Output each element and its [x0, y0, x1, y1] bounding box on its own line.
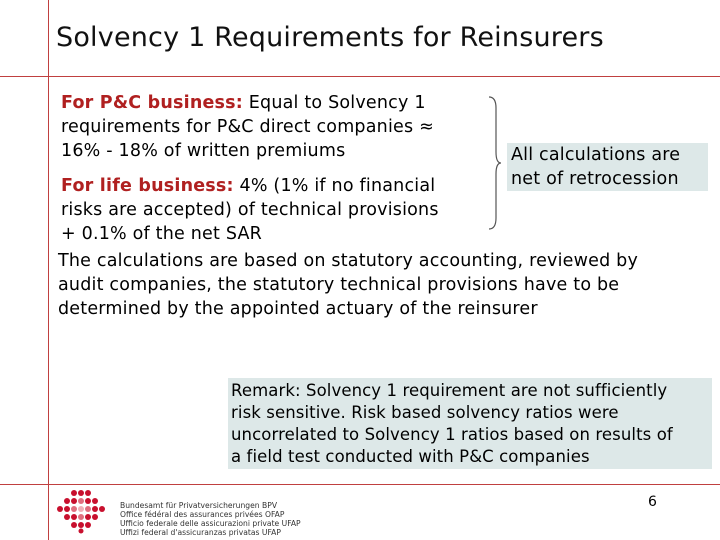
life-business-block [61, 174, 439, 246]
remark-line-1: Remark: Solvency 1 requirement are not sufficiently [231, 381, 668, 400]
org-line-rm: Uffizi federal d'assicuranzas privatas UFAP [120, 528, 281, 537]
calc-line-2: audit companies, the statutory technical provisions have to be [58, 275, 620, 295]
calculations-paragraph [58, 249, 638, 321]
retro-line-1: All calculations are [511, 145, 681, 165]
life-line-1 [61, 174, 439, 198]
slide-title: Solvency 1 Requirements for Reinsurers [56, 22, 604, 53]
organization-names [120, 501, 301, 537]
pc-line-3: 16% - 18% of written premiums [61, 141, 346, 161]
calc-line-3: determined by the appointed actuary of the reinsurer [58, 299, 538, 319]
remark-line-4: a field test conducted with P&C companies [231, 447, 590, 466]
remark-line-3: uncorrelated to Solvency 1 ratios based on results of [231, 425, 673, 444]
remark-line-2: risk sensitive. Risk based solvency ratios were [231, 403, 619, 422]
right-brace [488, 96, 502, 230]
vertical-rule [48, 0, 49, 540]
life-text-1: 4% (1% if no financial [233, 176, 436, 196]
title-rule [0, 76, 720, 77]
pc-business-block [61, 91, 434, 163]
org-line-fr: Office fédéral des assurances privées OFAP [120, 510, 285, 519]
footer-rule [0, 484, 720, 485]
swiss-confederation-logo [52, 488, 110, 534]
life-line-2: risks are accepted) of technical provisions [61, 200, 439, 220]
page-number: 6 [648, 494, 657, 510]
life-label: For life business: [61, 176, 234, 196]
remark-box [228, 378, 712, 469]
pc-text-1: Equal to Solvency 1 [242, 93, 426, 113]
org-line-it: Ufficio federale delle assicurazioni private UFAP [120, 519, 301, 528]
org-line-de: Bundesamt für Privatversicherungen BPV [120, 501, 278, 510]
pc-line-2: requirements for P&C direct companies ≈ [61, 117, 434, 137]
pc-line-1 [61, 91, 434, 115]
pc-label: For P&C business: [61, 93, 243, 113]
retrocession-note-box [507, 143, 708, 191]
retro-line-2: net of retrocession [511, 169, 679, 189]
calc-line-1: The calculations are based on statutory accounting, reviewed by [58, 251, 639, 271]
life-line-3: + 0.1% of the net SAR [61, 224, 263, 244]
